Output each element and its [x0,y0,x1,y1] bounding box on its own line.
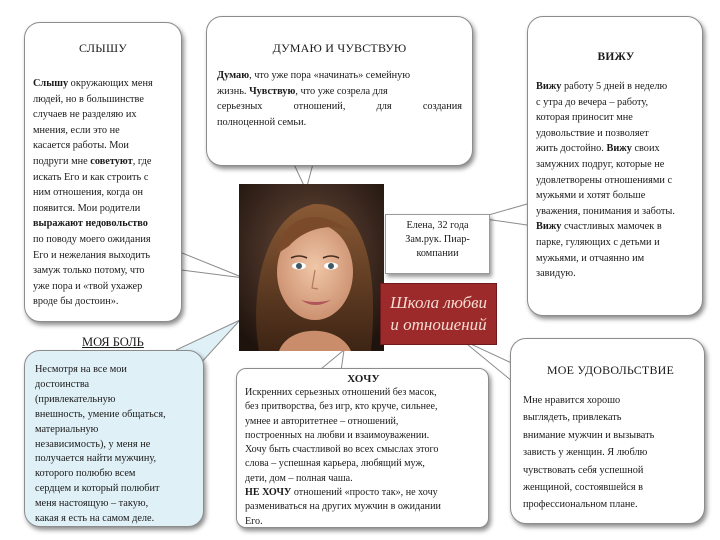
text-line: жить достойно. Вижу своих [536,143,660,155]
text-line: вроде бы достоин». [33,296,119,308]
pain-bubble [24,350,204,527]
text-line: ним отношения, когда он [33,187,144,199]
text-line: Слышу окружающих меня [33,78,153,89]
text-line: которого полюбю всем [35,468,136,480]
text-line: какая я есть на самом деле. [35,513,155,525]
text-line: Хочу быть счастливой во всех смыслах этого [245,444,439,456]
text-line: выглядеть, привлекать [523,412,622,424]
text-line: уважения, понимания и заботы. [536,205,675,217]
text-line: людей, но в большинстве [33,93,144,105]
text-line: слова – успешная карьера, любящий муж, [245,458,425,470]
text-line: внимание мужчин и вызывать [523,429,655,441]
text-line: чувствовать себя успешной [523,464,644,476]
text-line: которая приносит мне [536,112,633,124]
text-line: независимость), у меня не [35,438,151,450]
pleasure-bubble [510,338,705,524]
text-line: Искренних серьезных отношений без масок, [245,387,437,398]
text-line: (привлекательную [35,393,116,405]
text-line: полноценной семьи. [217,116,307,128]
logo-line-2: и отношений [390,315,487,334]
text-line: появится. Мои родители [33,202,141,214]
think-bubble [206,16,473,166]
text-line: удовлетворены отношениями с [536,174,673,186]
think-title: ДУМАЮ И ЧУВСТВУЮ [272,41,407,55]
text-line: материальную [35,423,99,435]
text-line: женщиной, состоявшейся в [523,482,644,494]
text-line: зависть у женщин. Я люблю [523,447,648,459]
text-line: сердцем и который полюбит [35,483,160,495]
see-title: ВИЖУ [597,51,635,63]
text-line: с утра до вечера – работу, [536,96,649,108]
caption-name: Елена, 32 года [406,220,469,231]
text-line: серьезных отношений, для создания [217,101,462,113]
want-bubble [236,368,489,528]
text-line: без притворства, без игр, кто круче, сильнее, [245,401,438,413]
text-line: замужних подруг, которые не [536,158,665,170]
portrait-photo [239,184,384,351]
text-line: профессиональном плане. [523,499,638,511]
pleasure-title: МОЕ УДОВОЛЬСТВИЕ [546,363,675,377]
text-line: Его. [245,515,263,527]
text-line: НЕ ХОЧУ отношений «просто так», не хочу [245,487,438,499]
logo-line-1: Школа любви [389,293,488,312]
person-caption [385,214,490,274]
hear-title: СЛЫШУ [79,41,127,55]
text-line: удовольствие и позволяет [536,127,649,139]
text-line: умнее и авторитетнее – отношений, [245,415,399,427]
text-line: получается найти мужчину, [35,453,157,465]
text-line: завидую. [536,268,576,280]
text-line: искать Его и как строить с [33,171,149,183]
text-line: построенных на любви и взаимоуважении. [245,429,430,441]
text-line: жизнь. Чувствую, что уже созрела для [217,85,388,97]
text-line: Его и нежелания выходить [33,249,151,261]
text-line: парке, гуляющих с детьми и [536,236,660,248]
want-text [245,386,482,529]
text-line: Думаю, что уже пора «начинать» семейную [217,70,411,81]
want-title: ХОЧУ [347,373,380,385]
hear-bubble [24,22,182,322]
school-logo [380,283,497,345]
text-line: по поводу моего ожидания [33,233,151,245]
text-line: выражают недовольство [33,218,148,230]
text-line: мужьями и хотят больше [536,190,646,202]
think-text [217,68,462,130]
text-line: достоинства [35,378,90,390]
text-line: подруги мне советуют, где [33,155,152,167]
text-line: уже пора и «твой ухажер [33,280,143,292]
caption-position: Зам.рук. Пиар- [405,234,470,245]
see-text [536,79,696,282]
text-line: Мне нравится хорошо [523,395,621,406]
text-line: меня настоящую – такую, [35,498,149,510]
pain-text [35,363,197,527]
see-bubble [527,16,703,316]
text-line: мужьями, и отчаянно им [536,252,645,264]
text-line: мнения, если это не [33,124,120,136]
text-line: случаев не разделяю их [33,109,137,121]
text-line: Вижу работу 5 дней в неделю [536,81,668,92]
text-line: внешность, умение общаться, [35,408,166,420]
text-line: размениваться на других мужчин в ожидании [245,501,441,513]
hear-text [33,76,173,310]
text-line: касается работы. Мои [33,140,129,152]
pleasure-text [523,392,698,514]
text-line: замуж только потому, что [33,265,145,277]
pain-title: МОЯ БОЛЬ [78,335,148,350]
text-line: дети, дом – полная чаша. [245,472,353,484]
caption-company: компании [416,248,459,259]
text-line: Вижу счастливых мамочек в [536,221,662,233]
text-line: Несмотря на все мои [35,364,127,375]
